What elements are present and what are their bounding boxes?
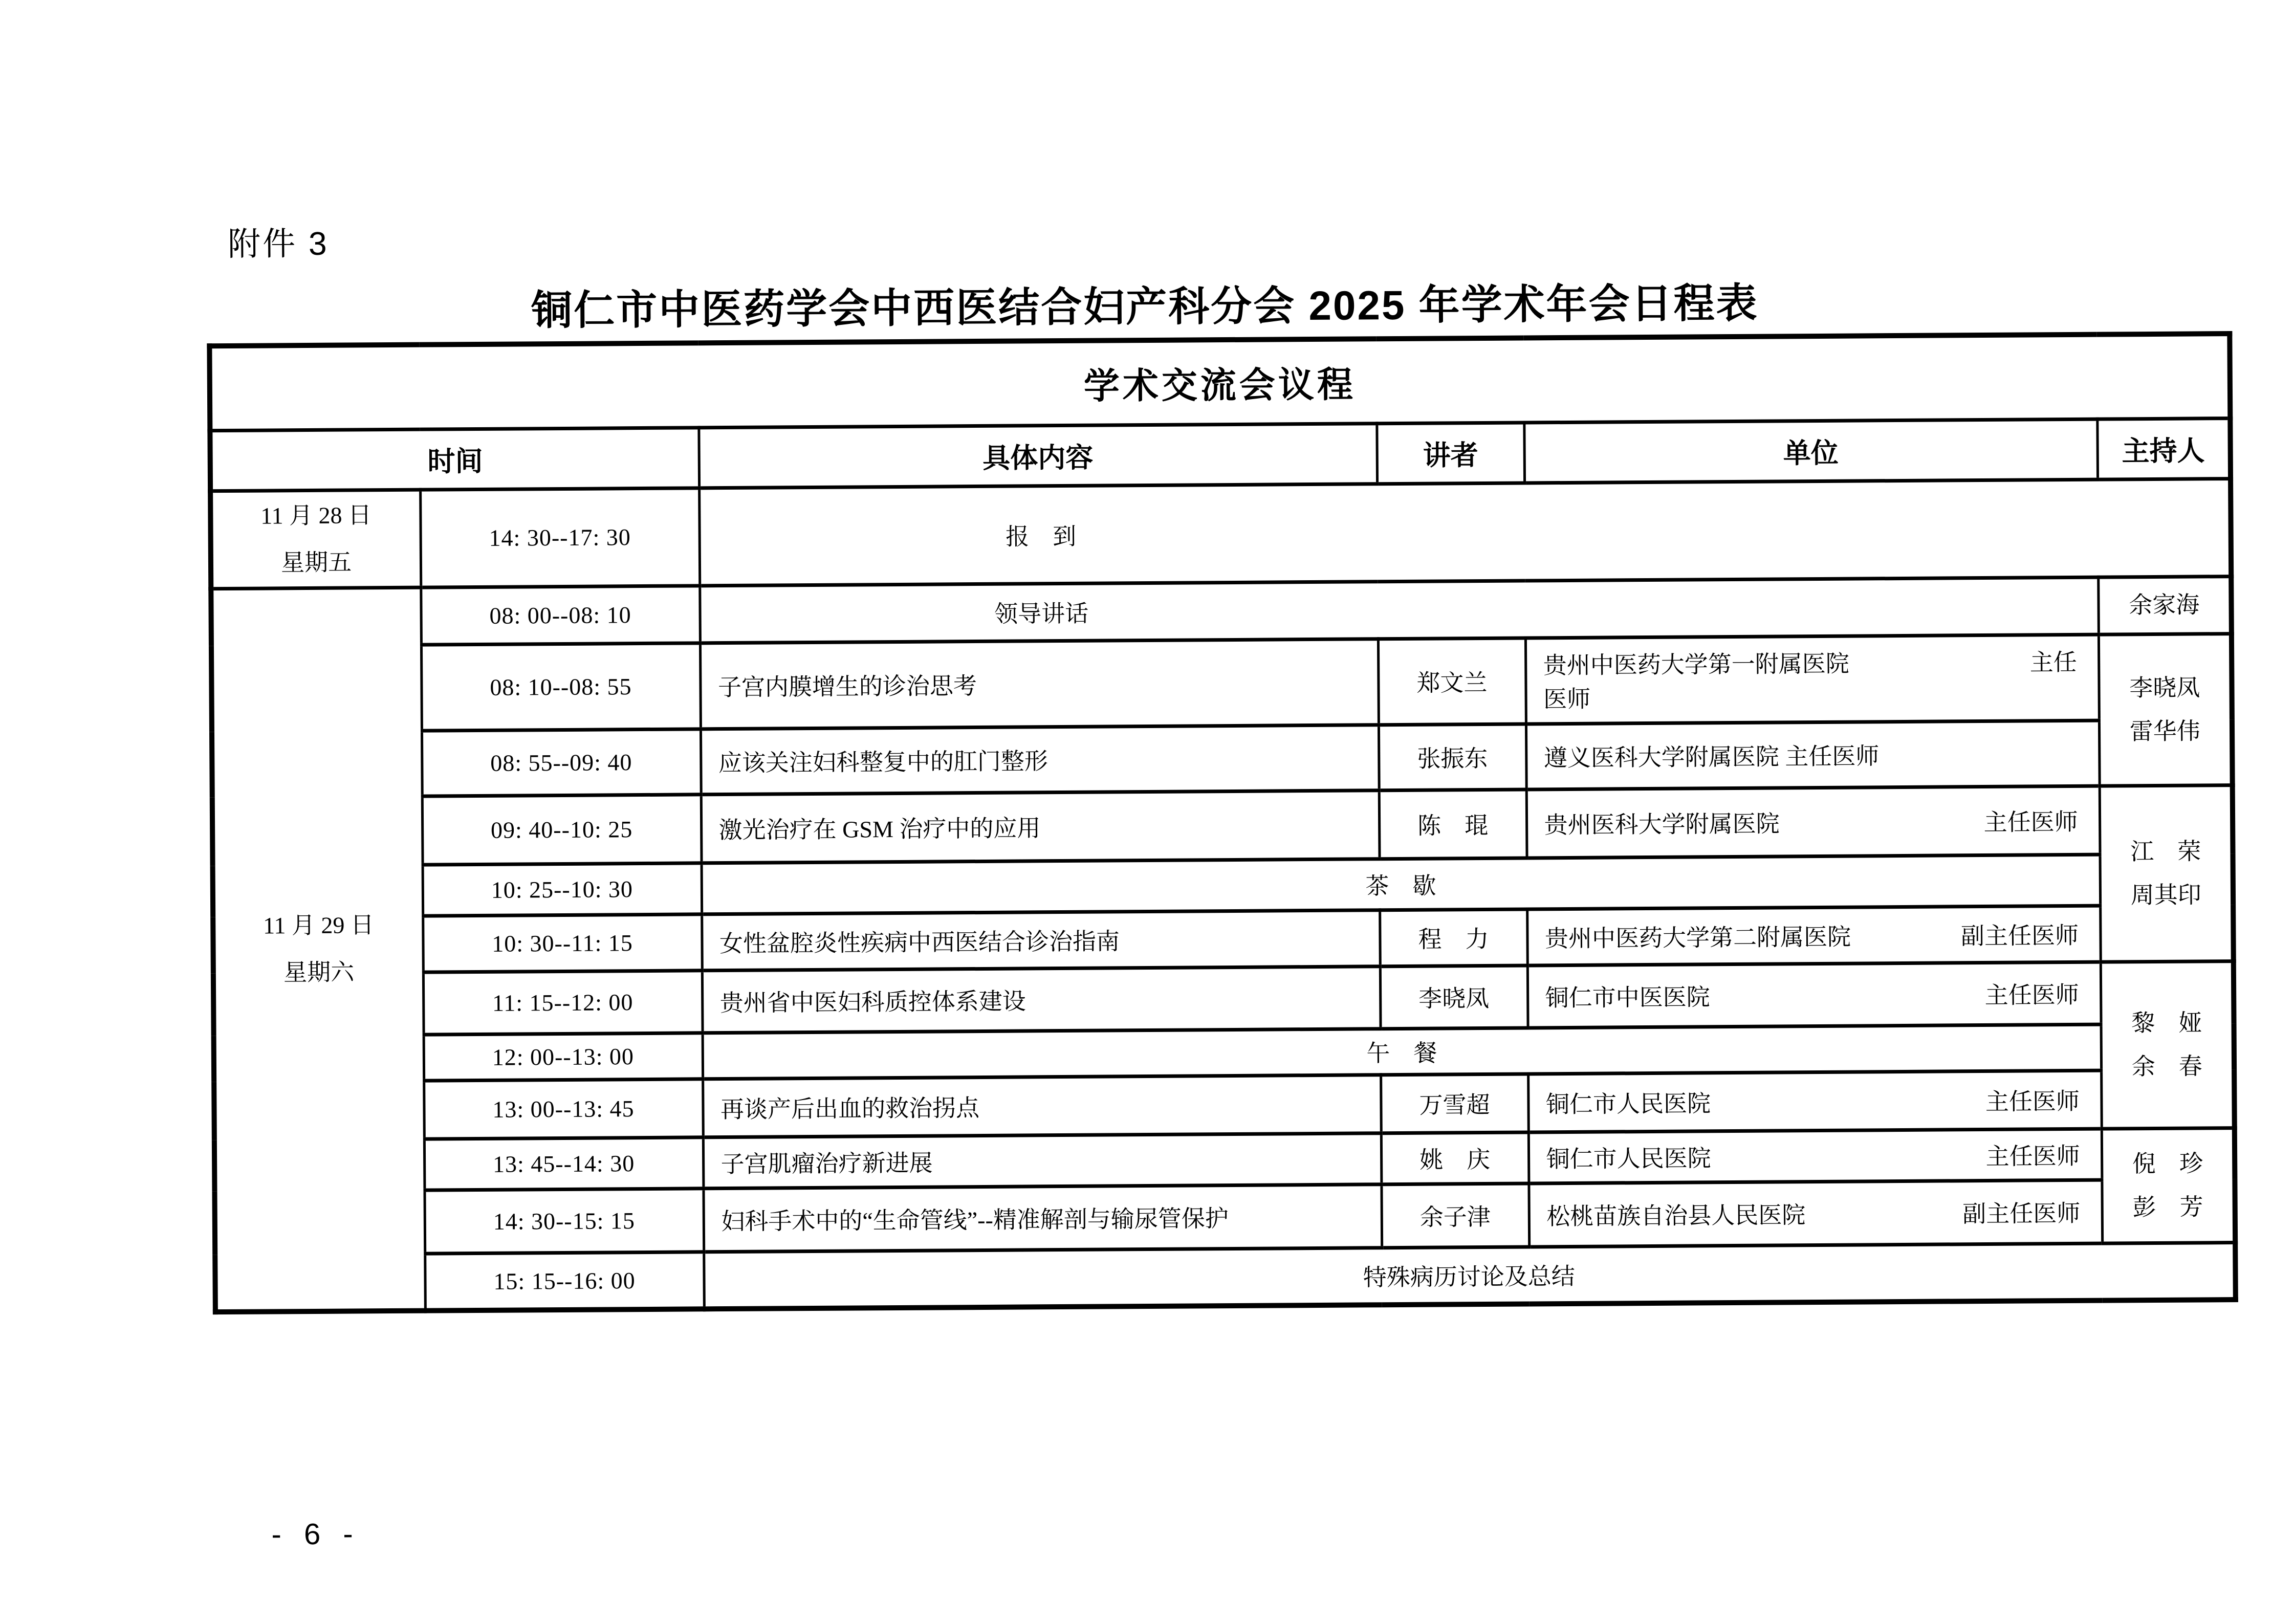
content-cell	[699, 478, 2231, 585]
unit-name: 铜仁市人民医院	[1546, 1139, 1711, 1174]
speaker-cell: 余子津	[1381, 1183, 1529, 1247]
time-cell: 08: 00--08: 10	[421, 585, 700, 644]
speaker-cell: 万雪超	[1381, 1073, 1528, 1133]
time-cell: 13: 45--14: 30	[424, 1137, 704, 1190]
schedule-row-discussion	[215, 1242, 2236, 1312]
speaker-cell: 程 力	[1380, 909, 1527, 966]
doc-title: 铜仁市中医药学会中西医结合妇产科分会 2025 年学术年会日程表	[0, 267, 2292, 339]
table-title-row	[209, 334, 2230, 430]
time-cell: 11: 15--12: 00	[423, 970, 703, 1034]
unit-cell	[1528, 1070, 2102, 1132]
unit-name: 贵州中医药大学第二附属医院	[1545, 918, 1851, 954]
speaker-cell: 郑文兰	[1378, 638, 1526, 725]
unit-name: 贵州医科大学附属医院	[1544, 805, 1779, 840]
unit-cell	[1525, 634, 2099, 724]
time-cell: 13: 00--13: 45	[424, 1079, 703, 1138]
content-cell: 妇科手术中的“生命管线”--精准解剖与输尿管保护	[703, 1184, 1382, 1252]
host-name: 雷华伟	[2100, 709, 2230, 754]
time-cell: 12: 00--13: 00	[424, 1033, 703, 1080]
host-cell	[2100, 785, 2234, 962]
col-header-speaker: 讲者	[1377, 422, 1524, 484]
schedule-row-lecture	[213, 961, 2234, 1036]
host-name: 余 春	[2102, 1044, 2232, 1089]
unit-name: 松桃苗族自治县人民医院	[1546, 1196, 1805, 1232]
date-line: 11 月 29 日	[215, 902, 422, 950]
unit-title: 主任医师	[1983, 803, 2078, 838]
host-name: 倪 珍	[2103, 1142, 2232, 1186]
unit-name: 贵州中医药大学第一附属医院	[1543, 645, 1849, 681]
host-cell	[2099, 633, 2233, 786]
time-cell: 08: 10--08: 55	[421, 643, 701, 730]
content-cell: 贵州省中医妇科质控体系建设	[702, 966, 1381, 1033]
time-cell: 08: 55--09: 40	[422, 729, 701, 796]
content-cell: 激光治疗在 GSM 治疗中的应用	[701, 790, 1380, 863]
schedule-row-lecture	[214, 1179, 2235, 1255]
speaker-cell: 姚 庆	[1381, 1132, 1529, 1184]
content-cell: 子宫肌瘤治疗新进展	[703, 1133, 1382, 1188]
schedule-row-lecture	[212, 719, 2233, 797]
host-cell: 余家海	[2098, 576, 2232, 634]
col-header-time: 时间	[210, 427, 699, 491]
unit-cell	[1526, 720, 2100, 789]
host-name: 彭 芳	[2103, 1185, 2233, 1230]
schedule-row-lecture	[211, 633, 2232, 732]
content-cell: 特殊病历讨论及总结	[704, 1242, 2236, 1309]
schedule-row-lecture	[212, 785, 2233, 866]
attachment-label: 附件 3	[228, 217, 329, 265]
col-header-host: 主持人	[2097, 418, 2231, 479]
time-cell: 10: 30--11: 15	[423, 914, 702, 972]
host-name: 黎 娅	[2102, 1001, 2232, 1045]
schedule-row-registration	[210, 478, 2231, 588]
content-cell	[700, 577, 2099, 643]
col-header-unit: 单位	[1524, 419, 2098, 483]
unit-cell	[1526, 786, 2100, 858]
host-name: 江 荣	[2101, 829, 2231, 874]
date-cell-nov29	[211, 587, 425, 1312]
date-line: 11 月 28 日	[213, 491, 419, 539]
time-cell: 15: 15--16: 00	[425, 1252, 704, 1310]
schedule-table	[207, 331, 2238, 1314]
content-cell: 子宫内膜增生的诊治思考	[700, 639, 1379, 729]
unit-title-wrap: 医师	[1527, 677, 2098, 715]
unit-name: 铜仁市人民医院	[1546, 1085, 1711, 1120]
unit-title: 主任医师	[1985, 1137, 2080, 1172]
table-title: 学术交流会议程	[209, 334, 2230, 430]
time-cell: 10: 25--10: 30	[423, 863, 702, 915]
time-cell: 09: 40--10: 25	[422, 794, 702, 864]
host-name: 周其印	[2101, 873, 2231, 917]
speaker-cell: 陈 琨	[1379, 789, 1527, 859]
content-cell: 午 餐	[703, 1024, 2101, 1079]
unit-cell	[1528, 1180, 2102, 1247]
unit-title: 主任医师	[1985, 1083, 2080, 1117]
unit-name: 遵义医科大学附属医院 主任医师	[1544, 737, 1880, 773]
content-cell: 茶 歇	[702, 854, 2101, 914]
unit-title: 主任医师	[1984, 976, 2079, 1011]
unit-title: 主任	[2029, 644, 2077, 678]
time-cell: 14: 30--17: 30	[420, 488, 700, 587]
unit-title: 副主任医师	[1961, 917, 2079, 951]
content-cell: 应该关注妇科整复中的肛门整形	[701, 725, 1379, 794]
speaker-cell: 张振东	[1379, 723, 1526, 790]
time-cell: 14: 30--15: 15	[424, 1188, 704, 1253]
unit-cell	[1528, 1129, 2102, 1183]
weekday-line: 星期五	[213, 538, 420, 586]
speaker-cell: 李晓凤	[1380, 965, 1528, 1028]
page-number: - 6 -	[271, 1517, 360, 1551]
content-text: 报 到	[701, 516, 1381, 554]
content-cell: 女性盆腔炎性疾病中西医结合诊治指南	[702, 910, 1380, 970]
unit-cell	[1527, 906, 2101, 965]
unit-cell	[1527, 962, 2101, 1028]
date-cell-nov28	[210, 490, 421, 589]
content-cell: 再谈产后出血的救治拐点	[703, 1074, 1381, 1137]
host-cell	[2102, 1128, 2235, 1243]
unit-name: 铜仁市中医医院	[1545, 978, 1710, 1013]
weekday-line: 星期六	[216, 949, 422, 997]
host-cell	[2101, 961, 2235, 1129]
col-header-content: 具体内容	[698, 423, 1377, 488]
host-name: 李晓凤	[2100, 666, 2230, 710]
unit-title: 副主任医师	[1962, 1195, 2080, 1229]
content-text: 领导讲话	[701, 593, 1382, 631]
